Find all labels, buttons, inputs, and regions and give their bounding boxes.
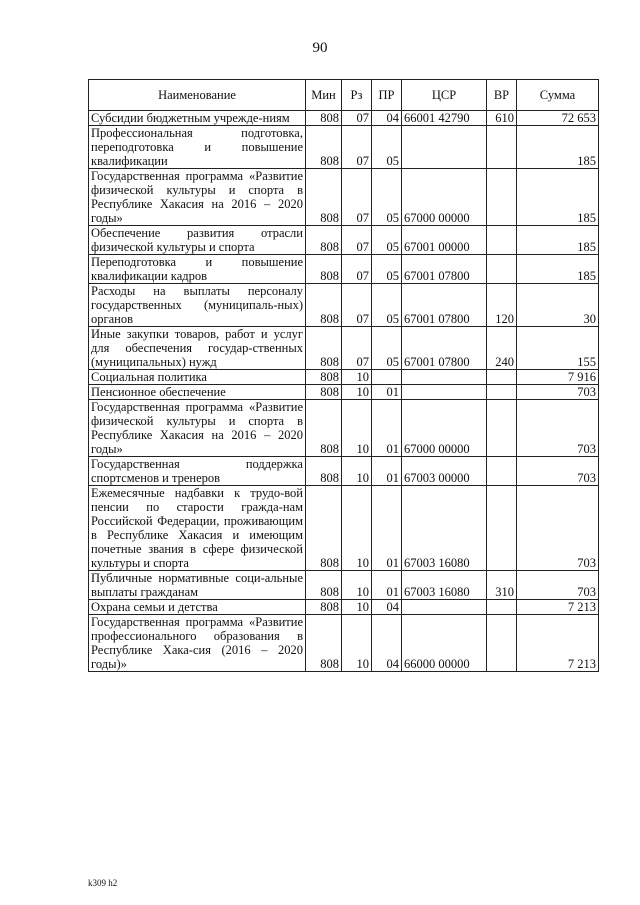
table-row — [89, 111, 599, 126]
row-name: Социальная политика — [89, 370, 306, 385]
row-vr — [487, 400, 517, 457]
row-pr — [372, 370, 402, 385]
page-number: 90 — [312, 40, 328, 56]
row-csr: 67001 07800 — [402, 327, 487, 370]
row-pr: 05 — [372, 327, 402, 370]
row-sum: 185 — [517, 126, 599, 169]
header-rz: Рз — [342, 80, 372, 111]
row-csr: 66001 42790 — [402, 111, 487, 126]
row-sum: 30 — [517, 284, 599, 327]
table-row — [89, 327, 599, 370]
row-min: 808 — [306, 385, 342, 400]
row-rz: 07 — [342, 327, 372, 370]
row-csr — [402, 126, 487, 169]
row-min: 808 — [306, 486, 342, 571]
row-pr: 05 — [372, 169, 402, 226]
row-pr: 04 — [372, 615, 402, 672]
row-min: 808 — [306, 284, 342, 327]
row-sum: 155 — [517, 327, 599, 370]
row-name: Ежемесячные надбавки к трудо-вой пенсии по старости гражда-нам Российской Федерации, проживающим в Республике Хакасия и имеющим почетные звания в сфере физической культуры и спорта — [89, 486, 306, 571]
footer-code: k309 h2 — [88, 878, 118, 888]
row-rz: 07 — [342, 126, 372, 169]
row-name: Иные закупки товаров, работ и услуг для обеспечения государ-ственных (муниципальных) нужд — [89, 327, 306, 370]
row-rz: 10 — [342, 571, 372, 600]
row-sum: 185 — [517, 255, 599, 284]
row-vr: 240 — [487, 327, 517, 370]
table-row — [89, 255, 599, 284]
row-csr: 67001 00000 — [402, 226, 487, 255]
table-header-row — [89, 80, 599, 111]
table-row — [89, 284, 599, 327]
table-row — [89, 226, 599, 255]
row-csr: 67000 00000 — [402, 169, 487, 226]
row-name: Охрана семьи и детства — [89, 600, 306, 615]
row-min: 808 — [306, 400, 342, 457]
table-row — [89, 385, 599, 400]
row-vr — [487, 615, 517, 672]
row-rz: 07 — [342, 284, 372, 327]
header-sum: Сумма — [517, 80, 599, 111]
header-name: Наименование — [89, 80, 306, 111]
row-sum: 7 916 — [517, 370, 599, 385]
row-min: 808 — [306, 571, 342, 600]
row-name: Публичные нормативные соци-альные выплаты гражданам — [89, 571, 306, 600]
row-min: 808 — [306, 327, 342, 370]
row-csr — [402, 385, 487, 400]
row-pr: 01 — [372, 571, 402, 600]
row-name: Профессиональная подготовка, переподготовка и повышение квалификации — [89, 126, 306, 169]
row-rz: 07 — [342, 169, 372, 226]
row-rz: 07 — [342, 111, 372, 126]
row-name: Государственная программа «Развитие физической культуры и спорта в Республике Хакасия на 2016 – 2020 годы» — [89, 169, 306, 226]
row-rz: 10 — [342, 486, 372, 571]
table-row — [89, 126, 599, 169]
header-pr: ПР — [372, 80, 402, 111]
header-vr: ВР — [487, 80, 517, 111]
row-min: 808 — [306, 169, 342, 226]
row-sum: 703 — [517, 385, 599, 400]
row-rz: 10 — [342, 400, 372, 457]
row-rz: 07 — [342, 226, 372, 255]
row-name: Пенсионное обеспечение — [89, 385, 306, 400]
row-sum: 703 — [517, 457, 599, 486]
row-pr: 05 — [372, 126, 402, 169]
row-csr: 67001 07800 — [402, 284, 487, 327]
row-sum: 703 — [517, 486, 599, 571]
table-row — [89, 169, 599, 226]
row-csr — [402, 600, 487, 615]
row-min: 808 — [306, 226, 342, 255]
row-csr: 67001 07800 — [402, 255, 487, 284]
row-rz: 10 — [342, 370, 372, 385]
row-vr: 610 — [487, 111, 517, 126]
row-csr: 67003 16080 — [402, 486, 487, 571]
row-pr: 01 — [372, 385, 402, 400]
row-vr — [487, 169, 517, 226]
row-min: 808 — [306, 255, 342, 284]
row-rz: 10 — [342, 457, 372, 486]
row-sum: 7 213 — [517, 615, 599, 672]
row-min: 808 — [306, 370, 342, 385]
row-vr — [487, 600, 517, 615]
row-sum: 185 — [517, 226, 599, 255]
row-pr: 01 — [372, 457, 402, 486]
row-min: 808 — [306, 126, 342, 169]
row-pr: 05 — [372, 255, 402, 284]
row-sum: 703 — [517, 571, 599, 600]
row-pr: 01 — [372, 486, 402, 571]
row-min: 808 — [306, 600, 342, 615]
row-vr — [487, 385, 517, 400]
row-vr — [487, 486, 517, 571]
row-pr: 04 — [372, 600, 402, 615]
row-rz: 10 — [342, 600, 372, 615]
row-vr: 310 — [487, 571, 517, 600]
row-vr: 120 — [487, 284, 517, 327]
row-rz: 10 — [342, 615, 372, 672]
row-min: 808 — [306, 457, 342, 486]
table-row — [89, 400, 599, 457]
row-sum: 703 — [517, 400, 599, 457]
row-min: 808 — [306, 111, 342, 126]
row-sum: 7 213 — [517, 600, 599, 615]
row-min: 808 — [306, 615, 342, 672]
table-row — [89, 486, 599, 571]
header-csr: ЦСР — [402, 80, 487, 111]
row-csr: 67003 00000 — [402, 457, 487, 486]
row-name: Государственная программа «Развитие физической культуры и спорта в Республике Хакасия на 2016 – 2020 годы» — [89, 400, 306, 457]
row-name: Государственная программа «Развитие профессионального образования в Республике Хака-сия (2016 – 2020 годы)» — [89, 615, 306, 672]
row-csr: 67000 00000 — [402, 400, 487, 457]
row-name: Субсидии бюджетным учрежде-ниям — [89, 111, 306, 126]
row-pr: 05 — [372, 226, 402, 255]
header-min: Мин — [306, 80, 342, 111]
row-name: Расходы на выплаты персоналу государственных (муниципаль-ных) органов — [89, 284, 306, 327]
row-rz: 10 — [342, 385, 372, 400]
row-sum: 185 — [517, 169, 599, 226]
row-vr — [487, 457, 517, 486]
table-row — [89, 615, 599, 672]
row-csr: 66000 00000 — [402, 615, 487, 672]
row-vr — [487, 255, 517, 284]
table-row — [89, 571, 599, 600]
row-pr: 04 — [372, 111, 402, 126]
row-csr — [402, 370, 487, 385]
row-vr — [487, 126, 517, 169]
row-sum: 72 653 — [517, 111, 599, 126]
row-vr — [487, 226, 517, 255]
budget-table — [88, 79, 599, 672]
row-name: Обеспечение развития отрасли физической культуры и спорта — [89, 226, 306, 255]
row-pr: 05 — [372, 284, 402, 327]
row-pr: 01 — [372, 400, 402, 457]
row-vr — [487, 370, 517, 385]
row-name: Переподготовка и повышение квалификации кадров — [89, 255, 306, 284]
table-row — [89, 600, 599, 615]
row-csr: 67003 16080 — [402, 571, 487, 600]
row-rz: 07 — [342, 255, 372, 284]
row-name: Государственная поддержка спортсменов и тренеров — [89, 457, 306, 486]
table-row — [89, 370, 599, 385]
table-row — [89, 457, 599, 486]
